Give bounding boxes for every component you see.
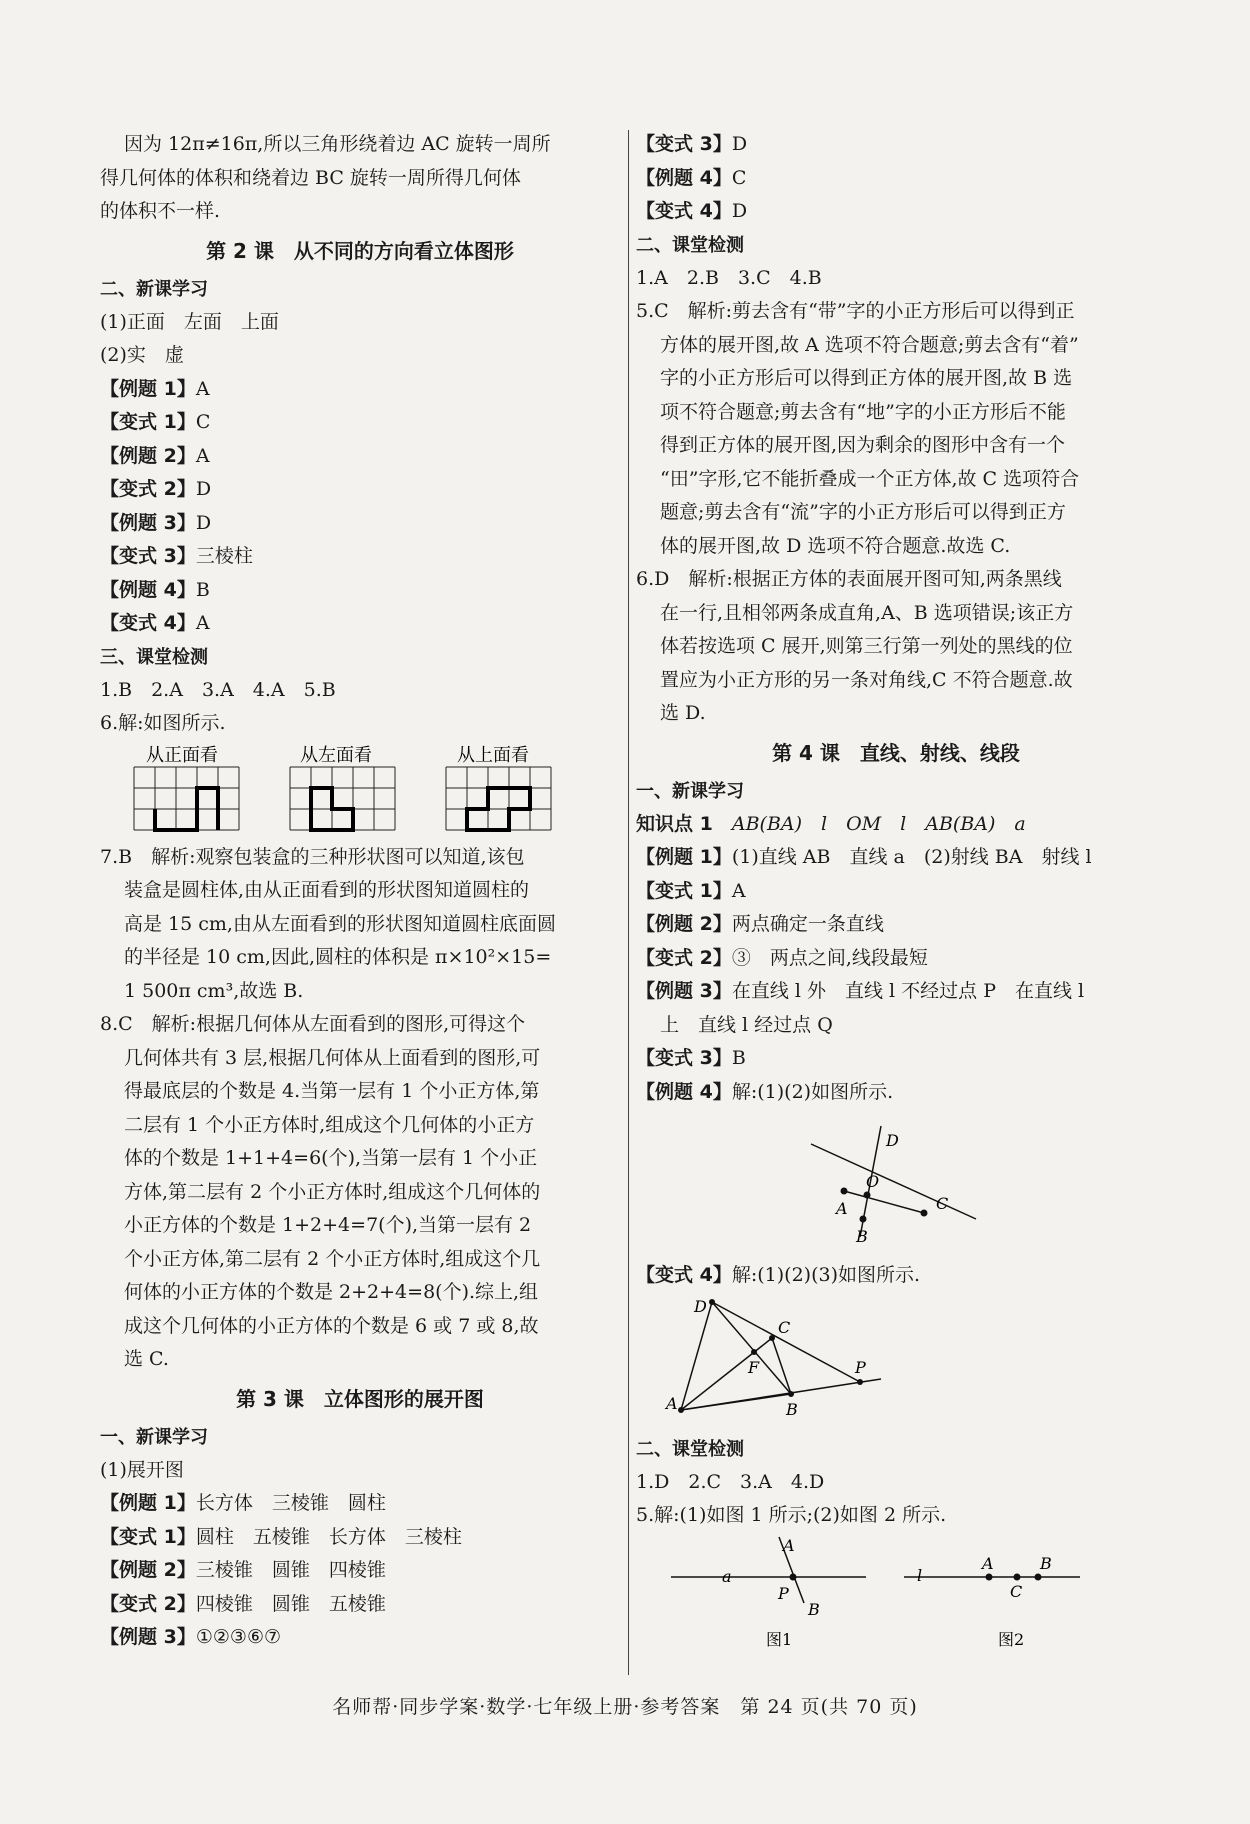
figures-1-and-2 (636, 1533, 1156, 1653)
answer-text: ①②③⑥⑦ (195, 1626, 282, 1648)
label-c-fig2: C (1010, 1581, 1023, 1601)
q5-line: 5.C 解析:剪去含有“带”字的小正方形后可以得到正 (636, 300, 1075, 322)
answer-tag: 【变式 3】 (636, 133, 732, 155)
label-p: P (855, 1357, 866, 1377)
point-a (678, 1407, 684, 1413)
answer-line (100, 607, 620, 641)
label-o: O (866, 1172, 880, 1191)
answer-tag: 【例题 3】 (100, 511, 196, 534)
answer-line (100, 540, 620, 574)
ray-dp (712, 1302, 860, 1382)
q7-block (100, 841, 620, 1009)
q6-line: 在一行,且相邻两条成直角,A、B 选项错误;该正方 (660, 601, 1074, 624)
answer-line (636, 128, 1156, 162)
q8-block (100, 1008, 620, 1377)
answer-line (636, 1076, 1156, 1110)
answer-line (636, 875, 1156, 909)
q7-line: 高是 15 cm,由从左面看到的形状图知道圆柱底面圆 (124, 912, 556, 935)
lesson3-section-new: 一、新课学习 (100, 1426, 208, 1448)
segment-ab (844, 1191, 924, 1213)
answer-continuation: 上 直线 l 经过点 Q (660, 1013, 833, 1036)
q5-block (636, 295, 1156, 563)
answer-tag: 【例题 4】 (636, 1080, 732, 1103)
intro-line: 得几何体的体积和绕着边 BC 旋转一周所得几何体 (100, 166, 521, 189)
q5-line: “田”字形,它不能折叠成一个正方体,故 C 选项符合 (660, 467, 1080, 490)
answer-tag: 【变式 3】 (100, 545, 196, 567)
answer-tag: 【变式 4】 (636, 200, 732, 222)
point-d (709, 1299, 715, 1305)
line-ap (681, 1379, 881, 1410)
answer-line (100, 440, 620, 474)
answer-text: 三棱锥 圆锥 四棱锥 (195, 1559, 386, 1581)
point-o (864, 1192, 871, 1199)
check-answers: 1.D 2.C 3.A 4.D (636, 1470, 825, 1493)
answer-tag: 【变式 1】 (100, 1525, 196, 1548)
answer-tag: 【变式 1】 (636, 879, 732, 902)
answer-line (636, 975, 1156, 1009)
point-c-fig2 (1014, 1573, 1021, 1580)
label-p: P (778, 1583, 789, 1603)
answer-text: 四棱锥 圆锥 五棱锥 (195, 1592, 386, 1615)
view-label-top: 从上面看 (457, 744, 529, 766)
answer-tag: 【例题 2】 (100, 444, 196, 467)
intro-line: 的体积不一样. (100, 200, 221, 222)
label-c: C (936, 1194, 949, 1213)
q7-line: 的半径是 10 cm,因此,圆柱的体积是 π×10²×15= (124, 946, 552, 968)
q7-line: 7.B 解析:观察包装盒的三种形状图可以知道,该包 (100, 845, 525, 868)
answer-text: A (195, 377, 210, 400)
knowledge-point-text: AB(BA) l OM l AB(BA) a (731, 812, 1026, 835)
answer-text: 长方体 三棱锥 圆柱 (195, 1492, 386, 1514)
answer-text: D (731, 133, 748, 155)
q5-line: 5.解:(1)如图 1 所示;(2)如图 2 所示. (636, 1504, 947, 1526)
label-a-fig2: A (982, 1553, 994, 1573)
answer-line (100, 1521, 620, 1555)
answer-tag: 【变式 2】 (100, 478, 196, 500)
q5-line: 题意;剪去含有“流”字的小正方形后可以得到正方 (660, 501, 1066, 523)
label-line-a: a (722, 1566, 732, 1586)
answer-line (100, 473, 620, 507)
lesson2-section-check: 三、课堂检测 (100, 646, 208, 668)
point-a-fig2 (986, 1573, 993, 1580)
q8-line: 得最底层的个数是 4.当第一层有 1 个小正方体,第 (124, 1080, 540, 1102)
q8-line: 小正方体的个数是 1+2+4=7(个),当第一层有 2 (124, 1214, 532, 1236)
answer-line (100, 373, 620, 407)
answer-text: ③ 两点之间,线段最短 (731, 946, 928, 969)
answer-line (100, 1621, 620, 1655)
q6-line: 选 D. (660, 702, 706, 724)
top-view-grid (446, 767, 551, 830)
answer-text: (1)直线 AB 直线 a (2)射线 BA 射线 l (731, 846, 1092, 868)
q8-line: 二层有 1 个小正方体时,组成这个几何体的小正方 (124, 1113, 535, 1136)
label-l: l (917, 1565, 923, 1585)
answer-text: C (731, 166, 747, 189)
q8-line: 选 C. (124, 1348, 169, 1370)
page-footer: 名师帮·同步学案·数学·七年级上册·参考答案 第 24 页(共 70 页) (332, 1696, 918, 1718)
q6-line: 置应为小正方形的另一条对角线,C 不符合题意.故 (660, 668, 1073, 691)
lesson2-answers (100, 373, 620, 641)
label-c: C (778, 1317, 791, 1337)
caption-figure-1: 图1 (766, 1629, 793, 1649)
answer-tag: 【例题 1】 (100, 1492, 196, 1514)
knowledge-point-tag: 知识点 1 (636, 812, 713, 835)
label-a: A (836, 1199, 848, 1218)
q5-line: 体的展开图,故 D 选项不符合题意.故选 C. (660, 534, 1011, 557)
point-b-fig2 (1035, 1573, 1042, 1580)
view-label-front: 从正面看 (146, 744, 218, 766)
q8-line: 8.C 解析:根据几何体从左面看到的图形,可得这个 (100, 1013, 526, 1035)
answer-tag: 【例题 1】 (100, 377, 196, 400)
answer-line (636, 195, 1156, 229)
answer-text: A (731, 879, 746, 902)
answer-tag: 【例题 4】 (100, 578, 196, 601)
q6-line: 6.解:如图所示. (100, 712, 226, 734)
lesson3-title: 第 3 课 立体图形的展开图 (236, 1386, 484, 1411)
answer-tag: 【例题 4】 (636, 166, 732, 189)
point-p (857, 1379, 863, 1385)
answer-tag: 【例题 3】 (636, 980, 732, 1002)
intro-line: 因为 12π≠16π,所以三角形绕着边 AC 旋转一周所 (124, 133, 551, 155)
answer-text: D (731, 200, 748, 222)
lesson4-section-new: 一、新课学习 (636, 780, 744, 802)
check-answers: 1.A 2.B 3.C 4.B (636, 266, 822, 289)
column-divider (628, 130, 629, 1675)
answer-line (636, 1042, 1156, 1076)
answer-line (100, 1554, 620, 1588)
lesson4-title: 第 4 课 直线、射线、线段 (772, 740, 1020, 765)
answer-line (636, 1259, 1156, 1293)
q6-block (636, 563, 1156, 731)
lesson3-section-check: 二、课堂检测 (636, 234, 744, 256)
answer-line (100, 507, 620, 541)
label-b-fig2: B (1040, 1553, 1052, 1573)
answer-line (636, 908, 1156, 942)
lesson2-item: (2)实 虚 (100, 344, 184, 366)
q5-line: 方体的展开图,故 A 选项不符合题意;剪去含有“着” (660, 333, 1079, 356)
answer-tag: 【变式 4】 (636, 1264, 732, 1286)
answer-line (636, 942, 1156, 976)
answer-tag: 【例题 2】 (636, 913, 732, 935)
point-a (841, 1188, 848, 1195)
right-column (636, 128, 1156, 1653)
point-p (790, 1573, 797, 1580)
check-answers: 1.B 2.A 3.A 4.A 5.B (100, 678, 336, 701)
lesson2-title: 第 2 课 从不同的方向看立体图形 (206, 238, 514, 263)
label-b: B (808, 1599, 820, 1619)
q7-line: 1 500π cm³,故选 B. (124, 979, 304, 1002)
answer-text: 解:(1)(2)(3)如图所示. (731, 1264, 921, 1286)
lines-figure-example4 (636, 1109, 1156, 1259)
answer-tag: 【例题 2】 (100, 1559, 196, 1581)
point-c (769, 1335, 775, 1341)
q5-line: 字的小正方形后可以得到正方体的展开图,故 B 选 (660, 367, 1073, 389)
point-f (751, 1349, 757, 1355)
lesson2-section-new: 二、新课学习 (100, 278, 208, 300)
answer-tag: 【例题 3】 (100, 1626, 196, 1648)
q8-line: 个小正方体,第二层有 2 个小正方体时,组成这个几 (124, 1247, 541, 1270)
answer-tag: 【变式 4】 (100, 612, 196, 634)
label-d: D (886, 1131, 899, 1150)
q5-line: 项不符合题意;剪去含有“地”字的小正方形后不能 (660, 400, 1066, 423)
answer-tag: 【变式 1】 (100, 411, 196, 433)
label-d: D (694, 1296, 707, 1316)
answer-line (100, 1487, 620, 1521)
answer-text: C (195, 411, 211, 433)
answer-text: A (195, 444, 210, 467)
answer-line (100, 406, 620, 440)
triangle-figure-variant4 (636, 1293, 1156, 1433)
answer-text: 三棱柱 (195, 545, 253, 567)
lesson2-item: (1)正面 左面 上面 (100, 310, 279, 333)
answer-text: D (195, 478, 212, 500)
three-views-figure (100, 741, 620, 841)
knowledge-point-line (636, 808, 1156, 842)
q5-line: 得到正方体的展开图,因为剩余的图形中含有一个 (660, 434, 1066, 456)
q8-line: 方体,第二层有 2 个小正方体时,组成这个几何体的 (124, 1180, 541, 1203)
point-b (788, 1391, 794, 1397)
q6-line: 6.D 解析:根据正方体的表面展开图可知,两条黑线 (636, 568, 1062, 590)
answer-tag: 【变式 2】 (100, 1592, 196, 1615)
q6-line: 体若按选项 C 展开,则第三行第一列处的黑线的位 (660, 635, 1073, 657)
label-b: B (856, 1227, 868, 1246)
q8-line: 体的个数是 1+1+4=6(个),当第一层有 1 个小正 (124, 1147, 538, 1169)
answer-text: B (195, 578, 210, 601)
answer-text: B (731, 1047, 746, 1069)
q8-line: 何体的小正方体的个数是 2+2+4=8(个).综上,组 (124, 1281, 539, 1303)
answer-text: 解:(1)(2)如图所示. (731, 1080, 894, 1103)
answer-line (100, 574, 620, 608)
segment-cb (772, 1338, 791, 1394)
point-b (860, 1216, 867, 1223)
answer-line (636, 162, 1156, 196)
answer-text: 两点确定一条直线 (731, 913, 884, 935)
label-a: A (783, 1535, 795, 1555)
answer-tag: 【变式 3】 (636, 1047, 732, 1069)
view-label-left: 从左面看 (300, 744, 372, 766)
q8-line: 几何体共有 3 层,根据几何体从上面看到的图形,可 (124, 1046, 541, 1069)
answer-text: A (195, 612, 210, 634)
lesson4-section-check: 二、课堂检测 (636, 1438, 744, 1460)
front-view-grid (134, 767, 239, 830)
point-c (921, 1210, 928, 1217)
answer-tag: 【变式 2】 (636, 946, 732, 969)
answer-tag: 【例题 1】 (636, 846, 732, 868)
answer-line (636, 841, 1156, 875)
triangle-adb (681, 1302, 791, 1410)
answer-text: 在直线 l 外 直线 l 不经过点 P 在直线 l (731, 980, 1085, 1002)
lesson3-item: (1)展开图 (100, 1458, 184, 1481)
left-column (100, 128, 620, 1655)
label-f: F (748, 1357, 760, 1377)
left-view-grid (290, 767, 395, 830)
label-a: A (666, 1393, 678, 1413)
q7-line: 装盒是圆柱体,由从正面看到的形状图知道圆柱的 (124, 879, 530, 901)
label-b: B (786, 1399, 798, 1419)
q8-line: 成这个几何体的小正方体的个数是 6 或 7 或 8,故 (124, 1314, 539, 1337)
answer-line (100, 1588, 620, 1622)
caption-figure-2: 图2 (998, 1629, 1025, 1649)
answer-text: 圆柱 五棱锥 长方体 三棱柱 (195, 1525, 462, 1548)
answer-text: D (195, 511, 212, 534)
